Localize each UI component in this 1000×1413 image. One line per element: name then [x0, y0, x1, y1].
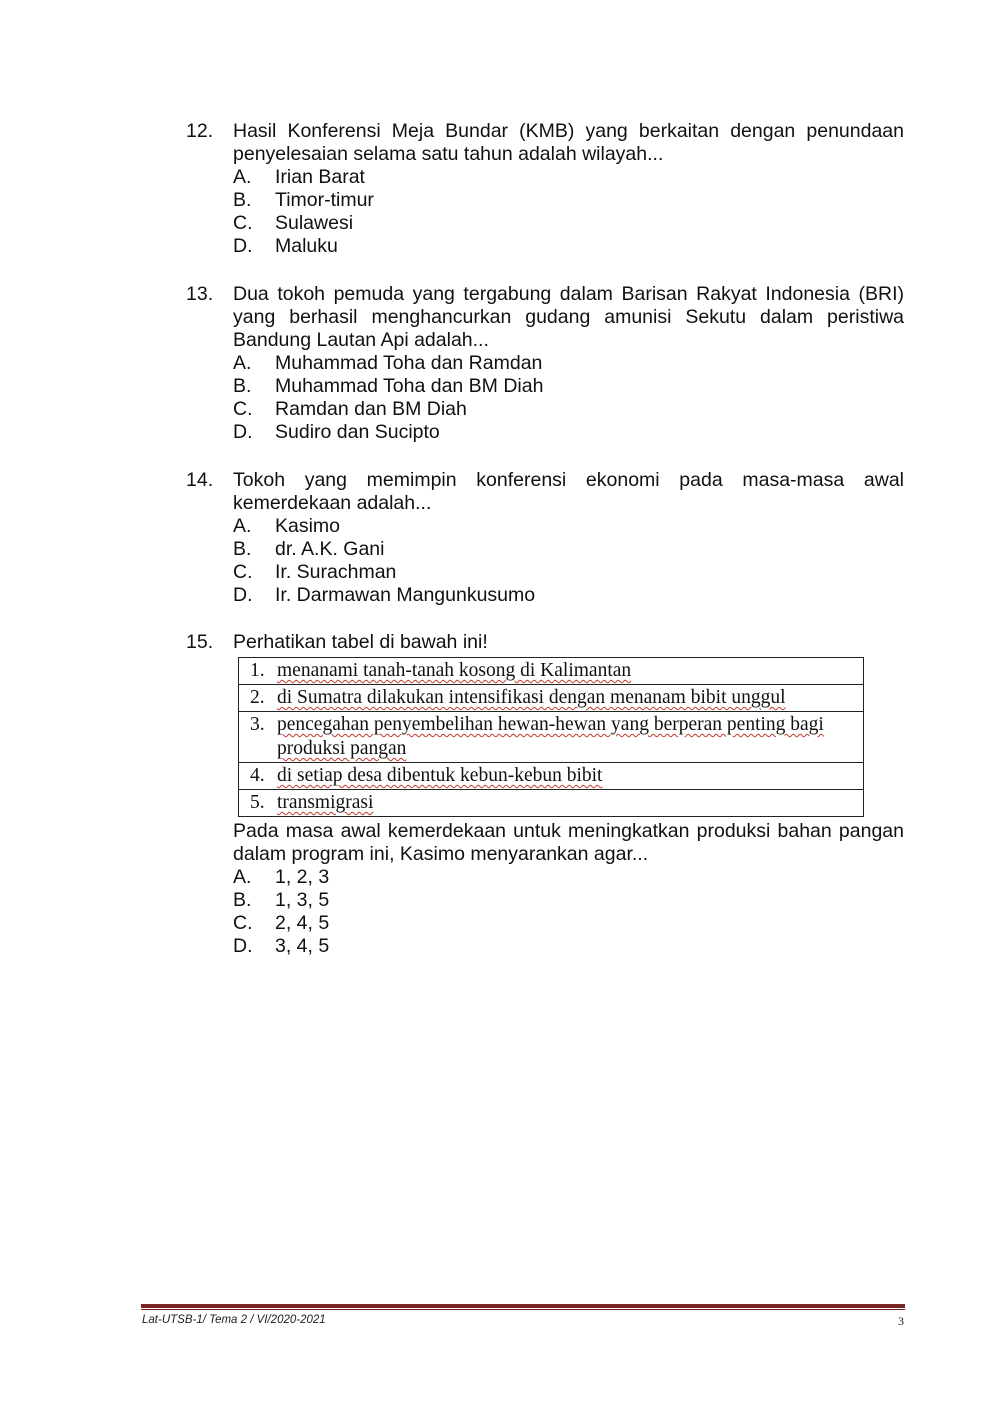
table-row: 5. transmigrasi	[239, 790, 864, 817]
option-d: D. Ir. Darmawan Mangunkusumo	[233, 584, 536, 606]
option-b: B. dr. A.K. Gani	[233, 538, 385, 560]
question-text: Tokoh yang memimpin konferensi ekonomi pada masa-masa awal kemerdekaan adalah...	[233, 469, 904, 514]
option-c: C. Sulawesi	[233, 212, 354, 234]
question-13	[186, 283, 904, 444]
question-number: 15.	[186, 631, 214, 653]
option-a: A. Muhammad Toha dan Ramdan	[233, 352, 543, 374]
table-row: 3. pencegahan penyembelihan hewan-hewan yang berperan penting bagi produksi pangan	[239, 712, 864, 763]
question-12	[186, 120, 904, 258]
question-text: Dua tokoh pemuda yang tergabung dalam Barisan Rakyat Indonesia (BRI) yang berhasil menghancurkan gudang amunisi Sekutu dalam peristiwa Bandung Lautan Api adalah...	[233, 283, 904, 351]
option-c: C. Ir. Surachman	[233, 561, 397, 583]
question-number: 13.	[186, 283, 214, 305]
footer-doc-code: Lat-UTSB-1/ Tema 2 / VI/2020-2021	[142, 1314, 326, 1326]
option-c: C. 2, 4, 5	[233, 912, 330, 934]
options-list	[233, 352, 904, 444]
table-row: 4. di setiap desa dibentuk kebun-kebun bibit	[239, 763, 864, 790]
footer-rule-thin	[141, 1309, 905, 1310]
statements-table	[238, 657, 864, 817]
option-c: C. Ramdan dan BM Diah	[233, 398, 467, 420]
options-list	[233, 866, 904, 958]
page-number: 3	[898, 1314, 904, 1328]
option-d: D. Maluku	[233, 235, 338, 257]
table-row: 1. menanami tanah-tanah kosong di Kalimantan	[239, 658, 864, 685]
option-a: A. Irian Barat	[233, 166, 365, 188]
option-b: B. 1, 3, 5	[233, 889, 330, 911]
question-text: Hasil Konferensi Meja Bundar (KMB) yang berkaitan dengan penundaan penyelesaian selama satu tahun adalah wilayah...	[233, 120, 904, 165]
question-number: 12.	[186, 120, 214, 142]
question-follow-up: Pada masa awal kemerdekaan untuk meningkatkan produksi bahan pangan dalam program ini, Kasimo menyarankan agar...	[233, 820, 904, 865]
option-b: B. Timor-timur	[233, 189, 374, 211]
question-14	[186, 469, 904, 607]
option-d: D. Sudiro dan Sucipto	[233, 421, 440, 443]
question-15	[186, 631, 904, 958]
question-text: Perhatikan tabel di bawah ini!	[233, 631, 488, 653]
option-a: A. 1, 2, 3	[233, 866, 330, 888]
options-list	[233, 515, 904, 607]
option-a: A. Kasimo	[233, 515, 341, 537]
question-number: 14.	[186, 469, 214, 491]
option-d: D. 3, 4, 5	[233, 935, 330, 957]
option-b: B. Muhammad Toha dan BM Diah	[233, 375, 544, 397]
table-row: 2. di Sumatra dilakukan intensifikasi dengan menanam bibit unggul	[239, 685, 864, 712]
options-list	[233, 166, 904, 258]
footer-rule	[141, 1304, 905, 1308]
